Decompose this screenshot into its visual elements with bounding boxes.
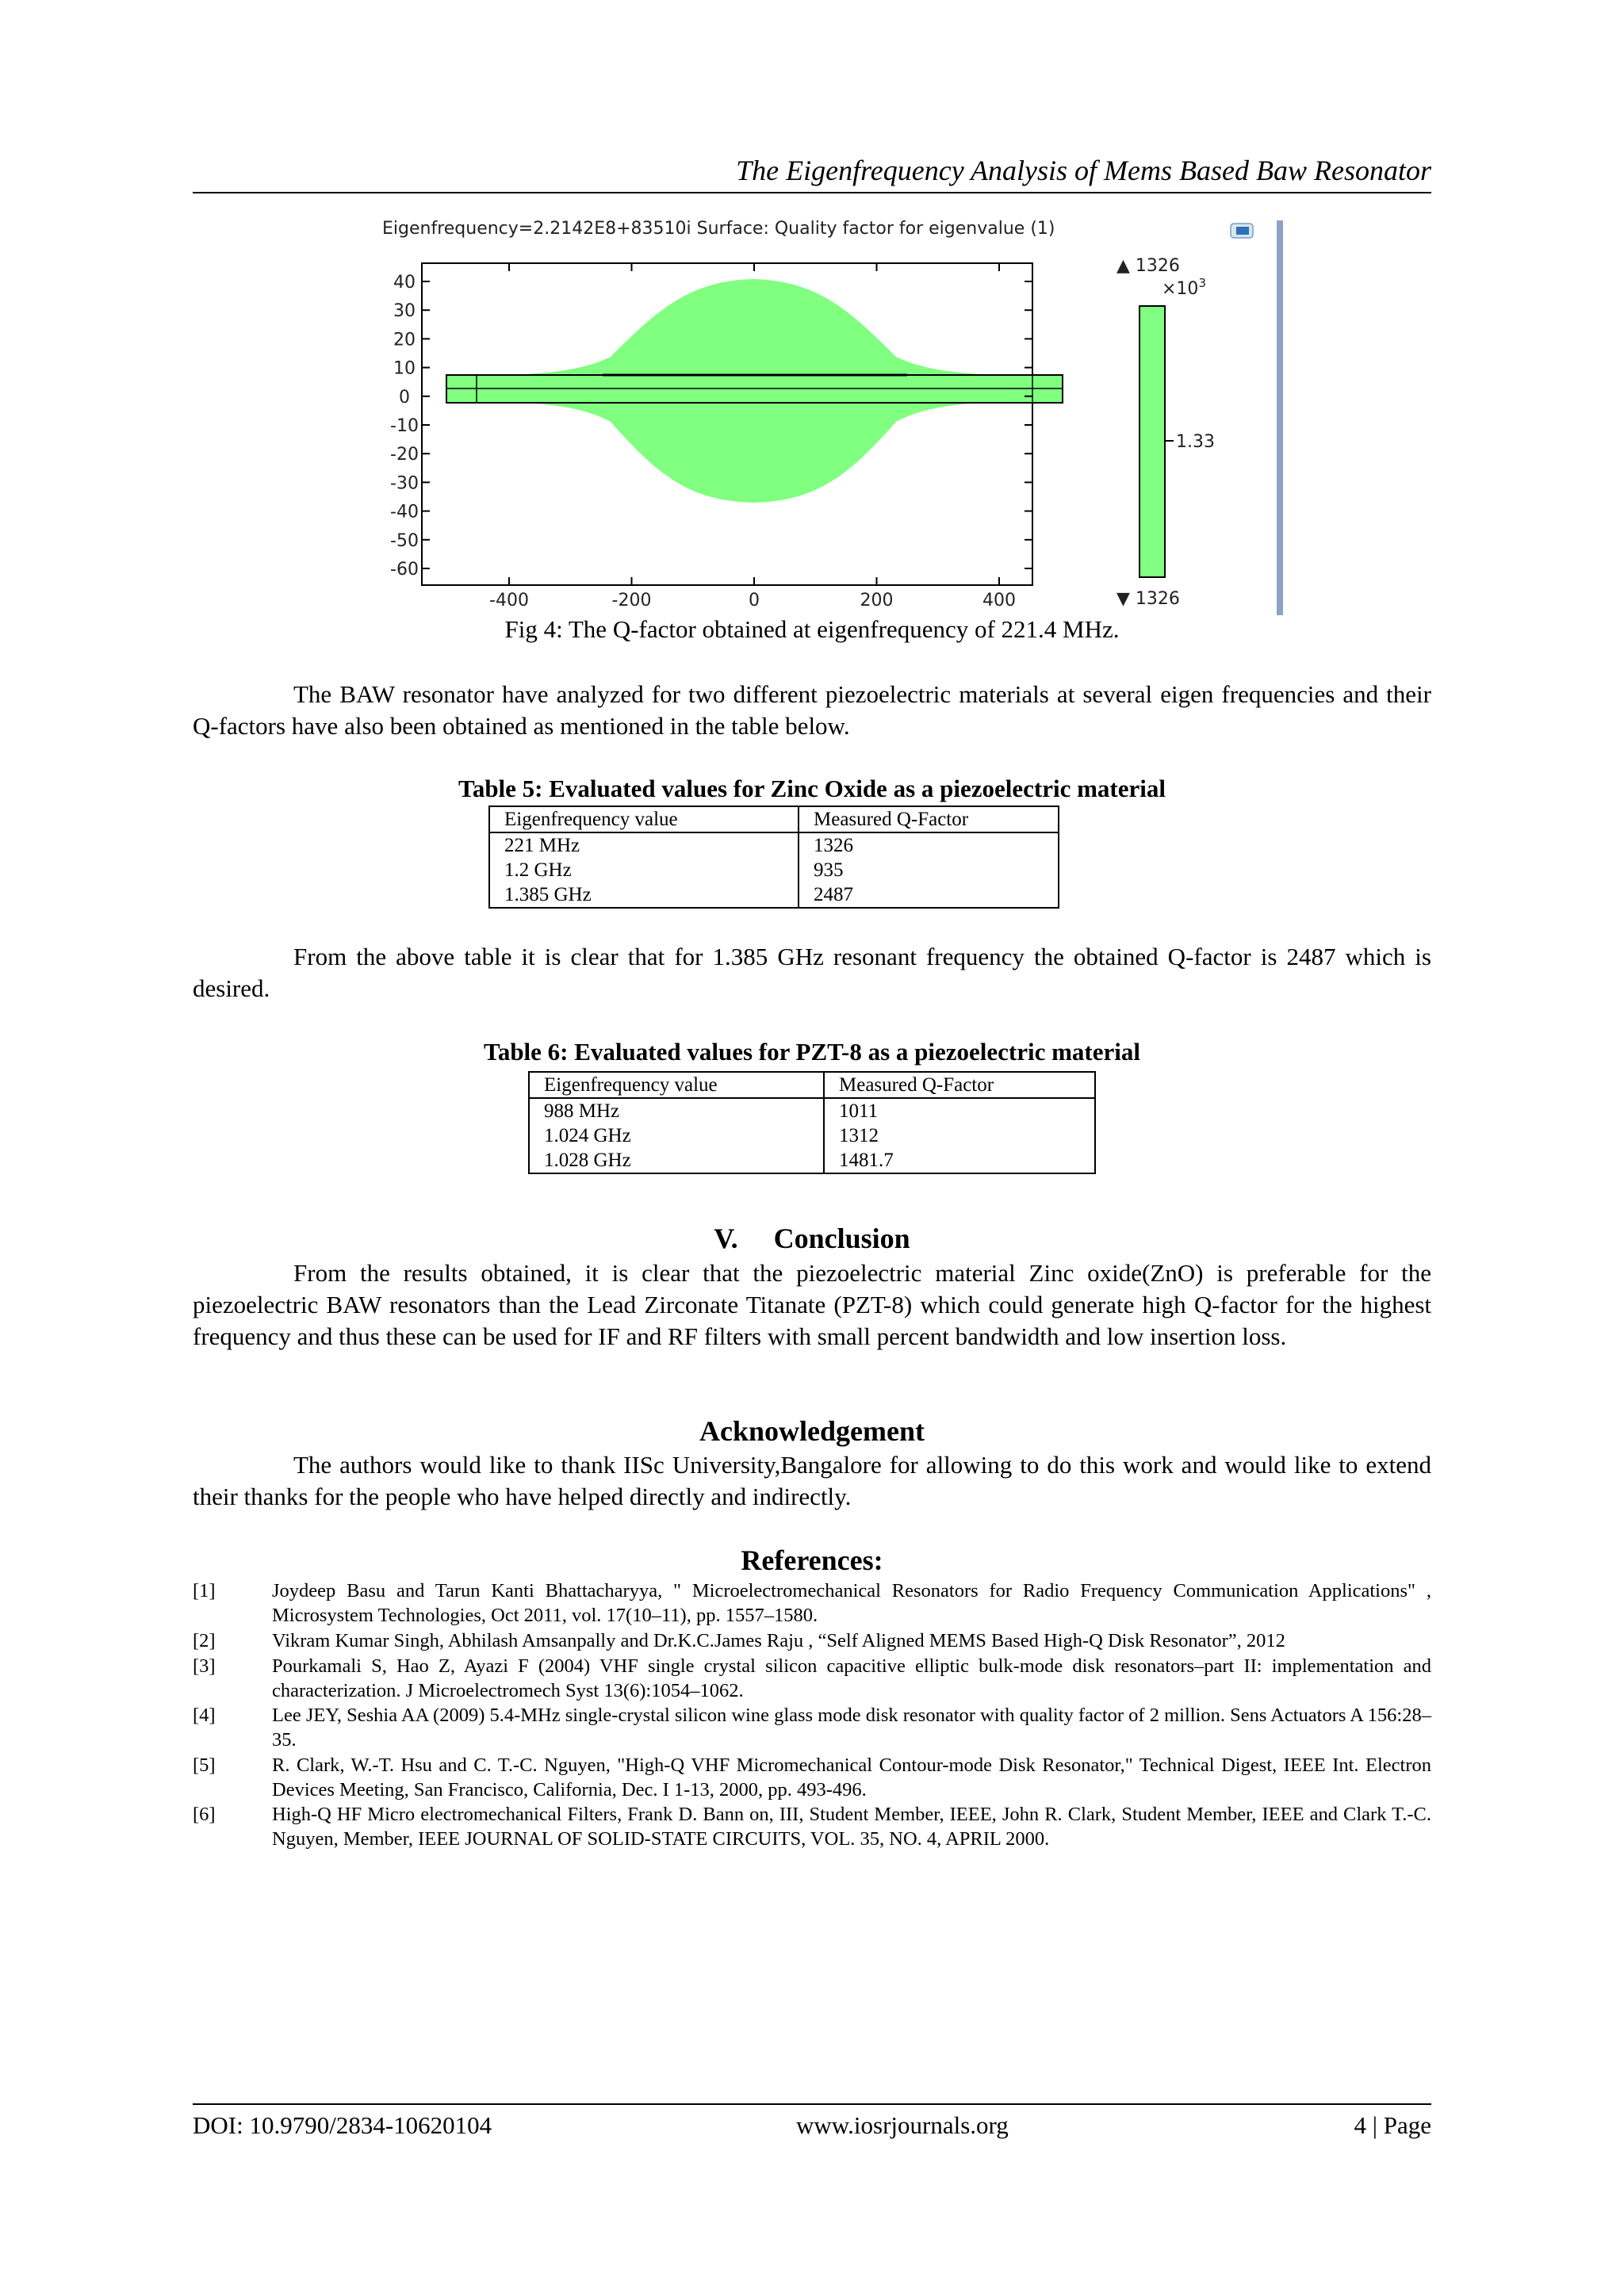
table5 bbox=[488, 806, 1059, 909]
table6-cell: 1.028 GHz bbox=[529, 1148, 824, 1173]
table6-cell: 988 MHz bbox=[529, 1098, 824, 1123]
reference-item bbox=[193, 1654, 1431, 1703]
table5-header-qfactor: Measured Q-Factor bbox=[799, 806, 1059, 832]
y-tick-label: 0 bbox=[399, 387, 410, 408]
table6-header-frequency: Eigenfrequency value bbox=[529, 1072, 824, 1098]
table-row bbox=[529, 1098, 1095, 1123]
figure-caption: Fig 4: The Q-factor obtained at eigenfrequency of 221.4 MHz. bbox=[504, 615, 1120, 643]
colorbar-max-label: ▲ 1326 bbox=[1116, 256, 1180, 276]
reference-number: [6] bbox=[193, 1804, 216, 1825]
reference-text: Lee JEY, Seshia AA (2009) 5.4-MHz single-crystal silicon wine glass mode disk resonator with quality factor of 2 million. Sens Actuators A 156:28–35. bbox=[272, 1705, 1431, 1751]
q-factor-figure bbox=[373, 214, 1293, 618]
colorbar-exponent bbox=[1162, 276, 1206, 299]
running-header-title: The Eigenfrequency Analysis of Mems Based Baw Resonator bbox=[736, 155, 1431, 186]
footer-page-number: 4 | Page bbox=[1354, 2111, 1431, 2139]
colorbar bbox=[1139, 306, 1165, 577]
reference-number: [1] bbox=[193, 1580, 216, 1601]
table-row bbox=[489, 882, 1059, 908]
conclusion-paragraph bbox=[193, 1257, 1431, 1353]
table-row bbox=[489, 858, 1059, 882]
y-tick-label: -10 bbox=[390, 416, 419, 436]
table6-cell: 1011 bbox=[824, 1098, 1095, 1123]
panel-divider bbox=[1277, 220, 1283, 615]
colorbar-exponent-power: 3 bbox=[1198, 276, 1206, 290]
footer-website: www.iosrjournals.org bbox=[796, 2111, 1009, 2139]
y-tick-label: -50 bbox=[390, 530, 419, 551]
table6-cell: 1481.7 bbox=[824, 1148, 1095, 1173]
reference-text: High-Q HF Micro electromechanical Filters, Frank D. Bann on, III, Student Member, IEEE, John R. Clark, Student Member, IEEE and Clark T.-C. Nguyen, Member, IEEE JOURNAL OF SOLID-STATE CIRCUITS, VOL. 35, NO. 4, APRIL 2000. bbox=[272, 1804, 1431, 1850]
reference-number: [5] bbox=[193, 1755, 216, 1776]
table5-cell: 2487 bbox=[799, 882, 1059, 908]
y-tick-label: -20 bbox=[390, 445, 419, 465]
conclusion-text: From the results obtained, it is clear that the piezoelectric material Zinc oxide(ZnO) is preferable for the piezoelectric BAW resonators than the Lead Zirconate Titanate (PZT-8) which could generate high Q-factor for the highest frequency and thus these can be used for IF and RF filters with small percent bandwidth and low insertion loss. bbox=[193, 1259, 1431, 1350]
footer-doi: DOI: 10.9790/2834-10620104 bbox=[193, 2111, 492, 2139]
footer-rule bbox=[193, 2103, 1431, 2105]
reference-item bbox=[193, 1703, 1431, 1752]
y-tick-label: 20 bbox=[393, 330, 416, 350]
table5-cell: 221 MHz bbox=[489, 832, 799, 858]
reference-text: Joydeep Basu and Tarun Kanti Bhattacharyya, " Microelectromechanical Resonators for Radio Frequency Communication Applications" , Microsystem Technologies, Oct 2011, vol. 17(10–11), pp. 1557–1580. bbox=[272, 1580, 1431, 1626]
colorbar-exponent-base: ×10 bbox=[1162, 279, 1199, 299]
x-tick-label: 400 bbox=[982, 591, 1016, 610]
y-tick-label: -60 bbox=[390, 560, 419, 580]
table5-cell: 935 bbox=[799, 858, 1059, 882]
reference-item bbox=[193, 1802, 1431, 1851]
acknowledgement-text: The authors would like to thank IISc University,Bangalore for allowing to do this work and would like to extend their thanks for the people who have helped directly and indirectly. bbox=[193, 1451, 1431, 1510]
x-tick-label: 200 bbox=[860, 591, 894, 610]
window-icon bbox=[1231, 224, 1253, 238]
acknowledgement-heading: Acknowledgement bbox=[699, 1415, 925, 1447]
table5-discussion-text: From the above table it is clear that for 1.385 GHz resonant frequency the obtained Q-factor is 2487 which is desired. bbox=[193, 943, 1431, 1002]
table-row bbox=[529, 1148, 1095, 1173]
reference-item bbox=[193, 1578, 1431, 1628]
reference-text: Vikram Kumar Singh, Abhilash Amsanpally and Dr.K.C.James Raju , “Self Aligned MEMS Based High-Q Disk Resonator”, 2012 bbox=[272, 1630, 1285, 1651]
table5-cell: 1.2 GHz bbox=[489, 858, 799, 882]
figure-top-label: Eigenfrequency=2.2142E8+83510i Surface: Quality factor for eigenvalue (1) bbox=[382, 219, 1055, 239]
reference-number: [2] bbox=[193, 1630, 216, 1651]
y-tick-label: 40 bbox=[393, 273, 416, 293]
y-tick-label: -30 bbox=[390, 473, 419, 494]
reference-item bbox=[193, 1753, 1431, 1802]
colorbar-mid-label: 1.33 bbox=[1176, 432, 1215, 452]
x-tick-label: -200 bbox=[611, 591, 652, 610]
table-row bbox=[489, 832, 1059, 858]
y-tick-label: 10 bbox=[393, 358, 416, 379]
y-tick-label: -40 bbox=[390, 502, 419, 522]
colorbar-min-label: ▼ 1326 bbox=[1116, 589, 1180, 609]
table5-title: Table 5: Evaluated values for Zinc Oxide as a piezoelectric material bbox=[458, 775, 1166, 802]
table6-header-qfactor: Measured Q-Factor bbox=[824, 1072, 1095, 1098]
table5-cell: 1.385 GHz bbox=[489, 882, 799, 908]
table6-cell: 1.024 GHz bbox=[529, 1123, 824, 1148]
acknowledgement-paragraph bbox=[193, 1449, 1431, 1513]
x-tick-label: 0 bbox=[749, 591, 760, 610]
q-factor-plot bbox=[373, 214, 1293, 618]
table6-cell: 1312 bbox=[824, 1123, 1095, 1148]
header-rule bbox=[193, 192, 1431, 193]
reference-text: R. Clark, W.-T. Hsu and C. T.-C. Nguyen, "High-Q VHF Micromechanical Contour-mode Disk Resonator," Technical Digest, IEEE Int. Electron Devices Meeting, San Francisco, California, Dec. I 1-13, 2000, pp. 493-496. bbox=[272, 1755, 1431, 1800]
table6-title: Table 6: Evaluated values for PZT-8 as a piezoelectric material bbox=[483, 1038, 1140, 1066]
y-tick-label: 30 bbox=[393, 301, 416, 322]
table5-cell: 1326 bbox=[799, 832, 1059, 858]
intro-paragraph-text: The BAW resonator have analyzed for two different piezoelectric materials at several eigen frequencies and their Q-factors have also been obtained as mentioned in the table below. bbox=[193, 680, 1431, 740]
table6 bbox=[528, 1071, 1096, 1174]
reference-text: Pourkamali S, Hao Z, Ayazi F (2004) VHF single crystal silicon capacitive elliptic bulk-mode disk resonators–part II: implementation and characterization. J Microelectromech Syst 13(6):1054–1062. bbox=[272, 1655, 1431, 1701]
references-heading: References: bbox=[741, 1544, 883, 1576]
table-row bbox=[529, 1123, 1095, 1148]
conclusion-heading: V. Conclusion bbox=[714, 1223, 910, 1254]
reference-number: [4] bbox=[193, 1705, 216, 1726]
reference-item bbox=[193, 1628, 1431, 1653]
intro-paragraph bbox=[193, 679, 1431, 742]
table5-header-frequency: Eigenfrequency value bbox=[489, 806, 799, 832]
x-tick-label: -400 bbox=[489, 591, 529, 610]
reference-number: [3] bbox=[193, 1655, 216, 1677]
table5-discussion bbox=[193, 941, 1431, 1004]
